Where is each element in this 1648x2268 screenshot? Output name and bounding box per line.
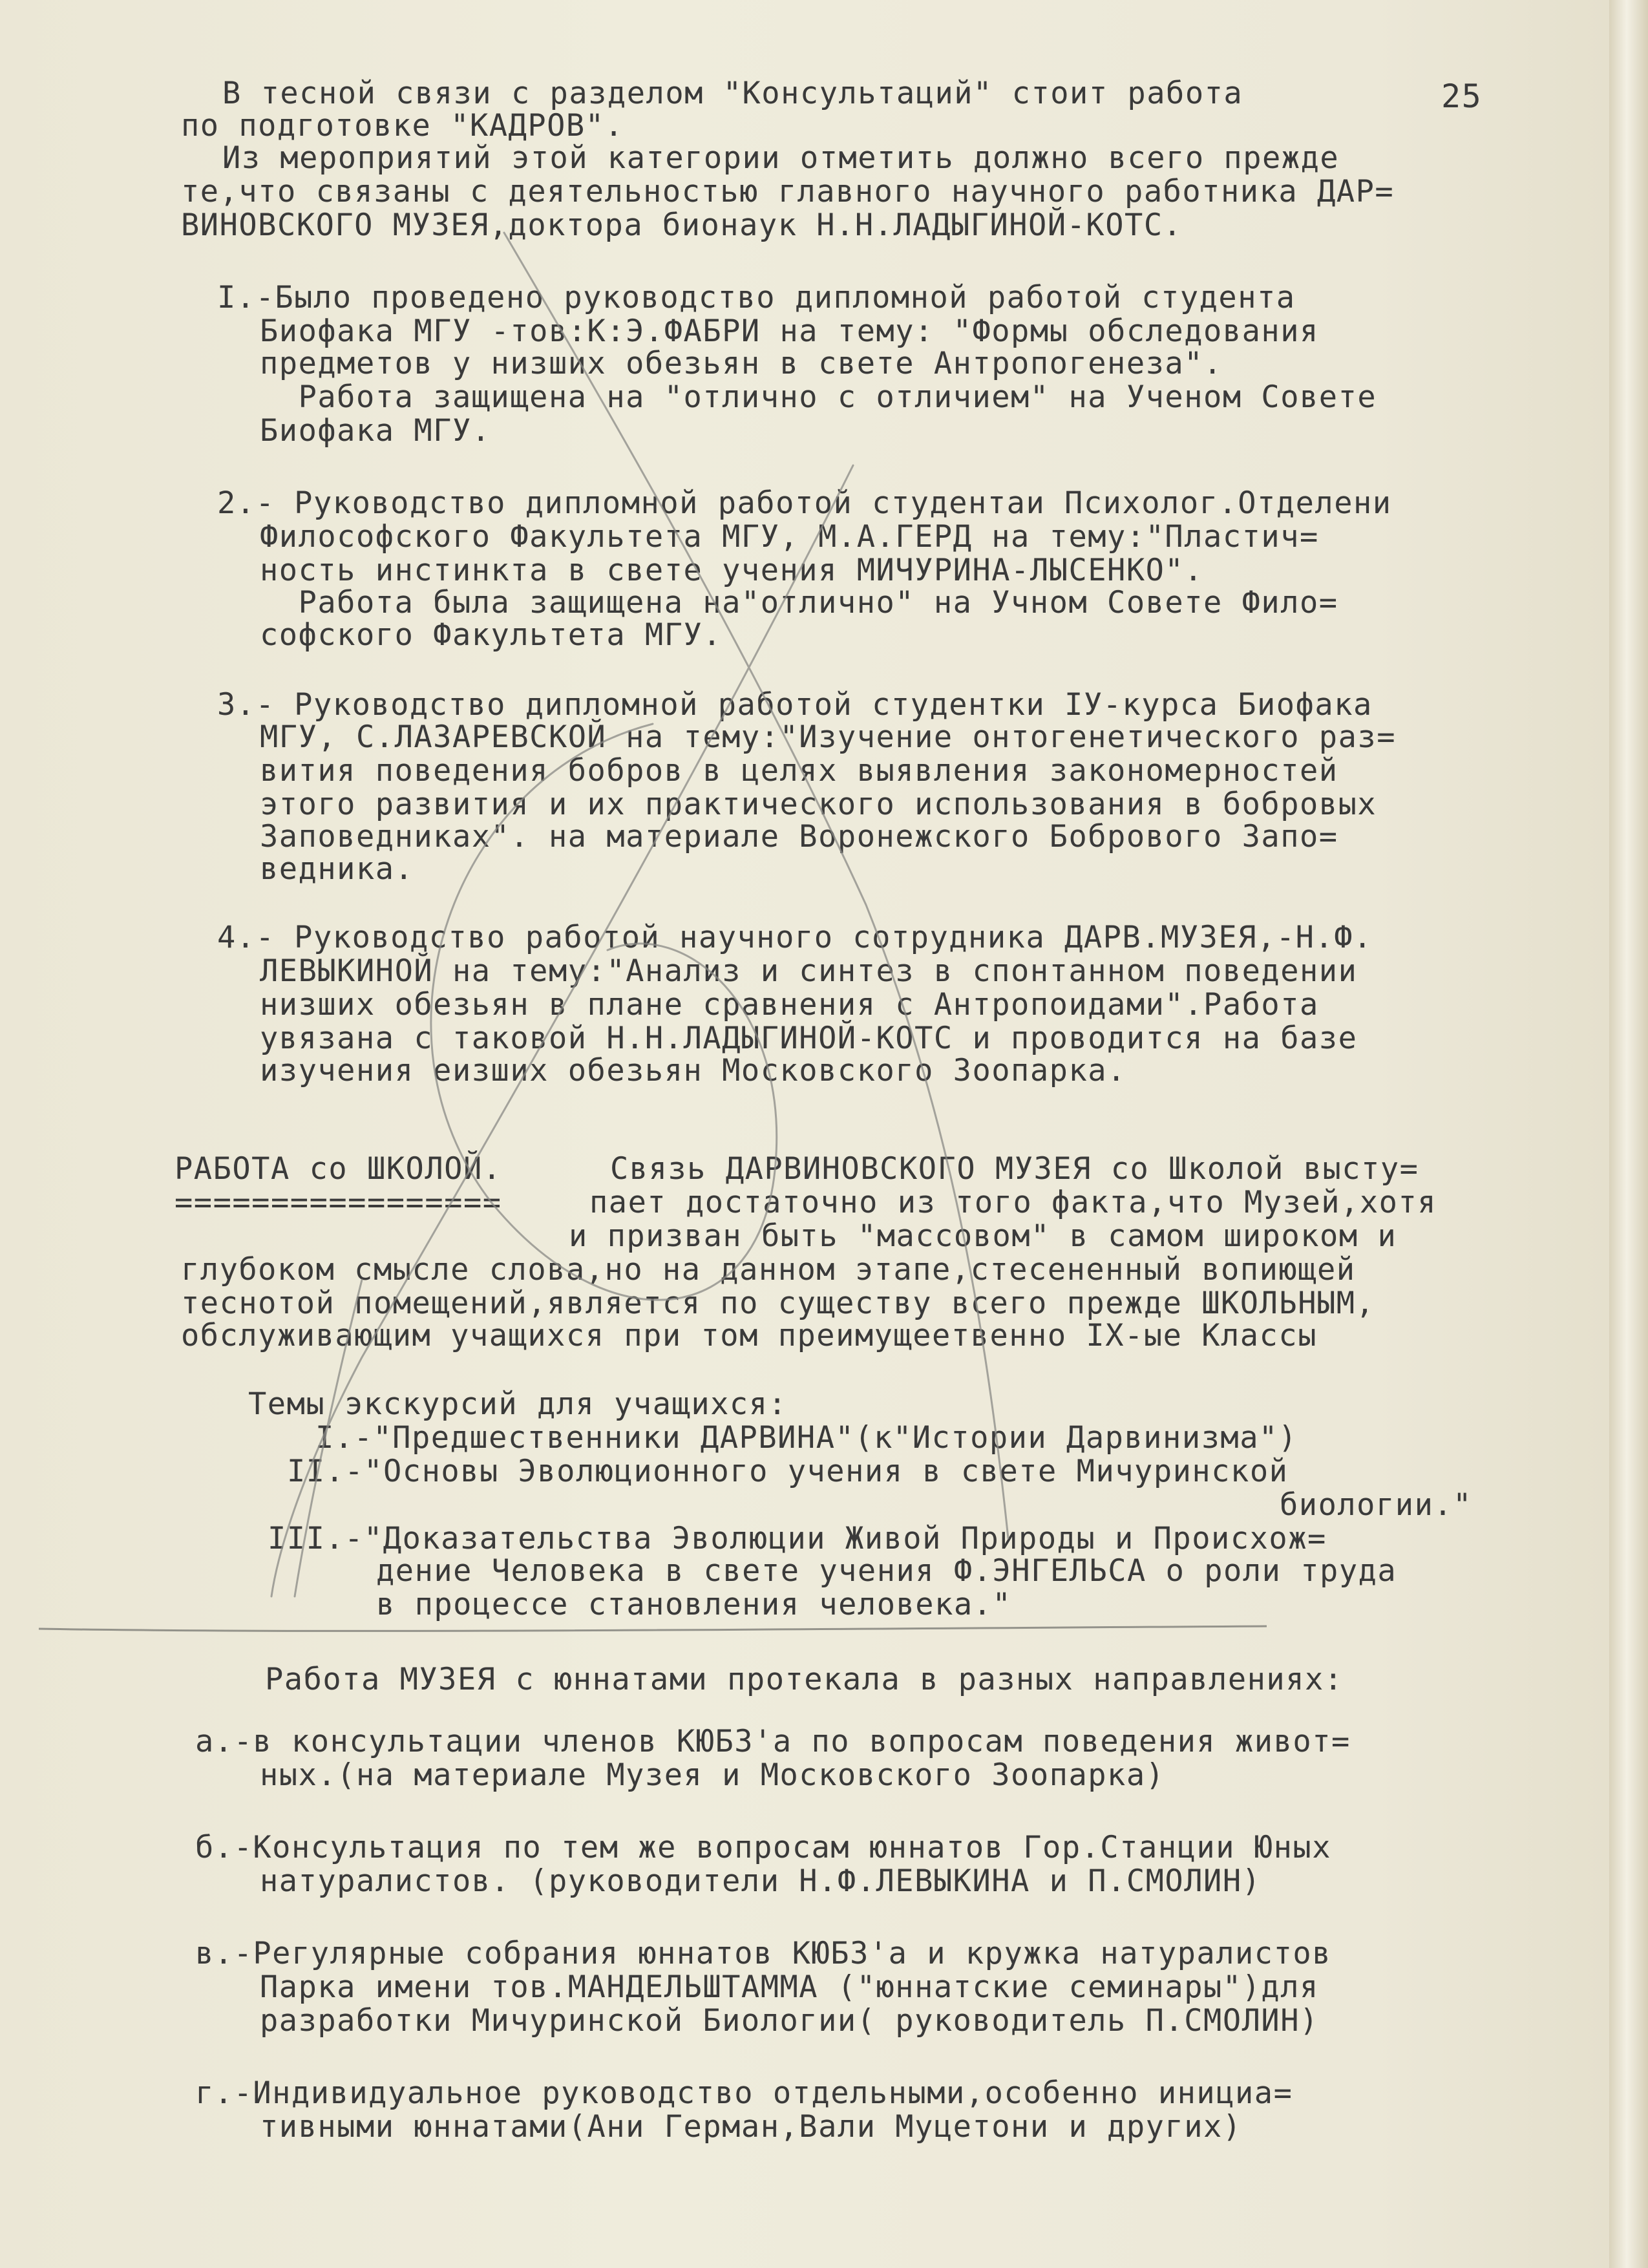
text-line: 4.- Руководство работой научного сотрудника ДАРВ.МУЗЕЯ,-Н.Ф. xyxy=(217,920,1373,955)
text-line: ность инстинкта в свете учения МИЧУРИНА-ЛЫСЕНКО". xyxy=(260,553,1204,588)
text-line: пает достаточно из того факта,что Музей,хотя xyxy=(589,1185,1437,1220)
text-line: I.-Было проведено руководство дипломной работой студента xyxy=(217,280,1296,315)
pencil-rule xyxy=(39,1626,1267,1631)
text-line: биологии." xyxy=(1280,1487,1472,1523)
text-line: Биофака МГУ -тов:К:Э.ФАБРИ на тему: "Формы обследования xyxy=(260,313,1319,349)
pencil-stroke xyxy=(431,724,777,1300)
page-number: 25 xyxy=(1441,78,1483,115)
heading-underline: ================= xyxy=(174,1185,502,1220)
text-line: ВИНОВСКОГО МУЗЕЯ,доктора бионаук Н.Н.ЛАДЫГИНОЙ-КОТС. xyxy=(181,207,1183,243)
list-item: III.-"Доказательства Эволюции Живой Природы и Происхож= xyxy=(268,1521,1327,1556)
section-title: Работа МУЗЕЯ с юннатами протекала в разных направлениях: xyxy=(265,1662,1344,1697)
text-line: низших обезьян в плане сравнения с Антропоидами".Работа xyxy=(260,987,1319,1023)
text-line: 3.- Руководство дипломной работой студентки IУ-курса Биофака xyxy=(217,687,1373,723)
text-line: Работа была защищена на"отлично" на Учном Совете Фило= xyxy=(260,585,1338,620)
text-line: МГУ, С.ЛАЗАРЕВСКОЙ на тему:"Изучение онтогенетического раз= xyxy=(260,719,1396,755)
text-line: ных.(на материале Музея и Московского Зоопарка) xyxy=(260,1757,1165,1793)
text-line: изучения еизших обезьян Московского Зоопарка. xyxy=(260,1053,1126,1088)
text-line: в.-Регулярные собрания юннатов КЮБЗ'а и кружка натуралистов xyxy=(195,1936,1331,1971)
text-line: те,что связаны с деятельностью главного научного работника ДАР= xyxy=(181,174,1395,209)
text-line: ЛЕВЫКИНОЙ на тему:"Анализ и синтез в спонтанном поведении xyxy=(260,953,1358,989)
list-item: I.-"Предшественники ДАРВИНА"(к"Истории Дарвинизма") xyxy=(315,1420,1298,1456)
text-line: Парка имени тов.МАНДЕЛЬШТАММА ("юннатские семинары")для xyxy=(260,1969,1319,2005)
text-line: увязана с таковой Н.Н.ЛАДЫГИНОЙ-КОТС и проводится на базе xyxy=(260,1021,1358,1056)
text-line: и призван быть "массовом" в самом широком и xyxy=(569,1218,1397,1254)
text-line: 2.- Руководство дипломной работой студентаи Психолог.Отделени xyxy=(217,485,1392,521)
section-heading: РАБОТА со ШКОЛОЙ. xyxy=(174,1151,502,1187)
text-line: дение Человека в свете учения Ф.ЭНГЕЛЬСА о роли труда xyxy=(376,1553,1397,1589)
text-line: Из мероприятий этой категории отметить должно всего прежде xyxy=(222,140,1340,176)
text-line: б.-Консультация по тем же вопросам юннатов Гор.Станции Юных xyxy=(195,1830,1331,1865)
text-line: Заповедниках". на материале Воронежского Бобрового Запо= xyxy=(260,819,1338,854)
text-line: Биофака МГУ. xyxy=(260,413,491,449)
text-line: натуралистов. (руководители Н.Ф.ЛЕВЫКИНА и П.СМОЛИН) xyxy=(260,1863,1262,1899)
text-line: глубоком смысле слова,но на данном этапе,стесененный вопиющей xyxy=(181,1252,1356,1288)
list-title: Темы экскурсий для учащихся: xyxy=(248,1386,788,1422)
list-item: II.-"Основы Эволюционного учения в свете Мичуринской xyxy=(287,1454,1289,1489)
text-line: софского Факультета МГУ. xyxy=(260,617,723,653)
text-line: а.-в консультации членов КЮБЗ'а по вопросам поведения живот= xyxy=(195,1724,1351,1759)
text-line: по подготовке "КАДРОВ". xyxy=(181,108,624,143)
text-line: тивными юннатами(Ани Герман,Вали Муцетони и других) xyxy=(260,2109,1242,2145)
text-line: ведника. xyxy=(260,851,414,887)
text-line: предметов у низших обезьян в свете Антропогенеза". xyxy=(260,346,1223,381)
text-line: разработки Мичуринской Биологии( руководитель П.СМОЛИН) xyxy=(260,2003,1319,2039)
text-line: теснотой помещений,является по существу всего прежде ШКОЛЬНЫМ, xyxy=(181,1286,1375,1321)
text-line: в процессе становления человека." xyxy=(376,1587,1012,1622)
text-line: г.-Индивидуальное руководство отдельными,особенно инициа= xyxy=(195,2075,1293,2111)
text-line: обслуживающим учащихся при том преимущеетвенно IX-ые Классы xyxy=(181,1318,1317,1353)
text-line: Философского Факультета МГУ, М.А.ГЕРД на тему:"Пластич= xyxy=(260,519,1319,555)
pencil-stroke xyxy=(504,233,1008,1538)
pencil-stroke xyxy=(271,465,853,1596)
text-line: В тесной связи с разделом "Консультаций" стоит работа xyxy=(222,76,1243,111)
pencil-stroke xyxy=(295,1280,362,1596)
paper-edge xyxy=(1609,0,1648,2268)
text-line: Работа защищена на "отлично с отличием" на Ученом Совете xyxy=(260,379,1377,415)
text-line: вития поведения бобров в целях выявления закономерностей xyxy=(260,753,1338,789)
text-line: этого развития и их практического использования в бобровых xyxy=(260,787,1377,822)
text-line: Связь ДАРВИНОВСКОГО МУЗЕЯ со Школой высту= xyxy=(610,1151,1419,1187)
